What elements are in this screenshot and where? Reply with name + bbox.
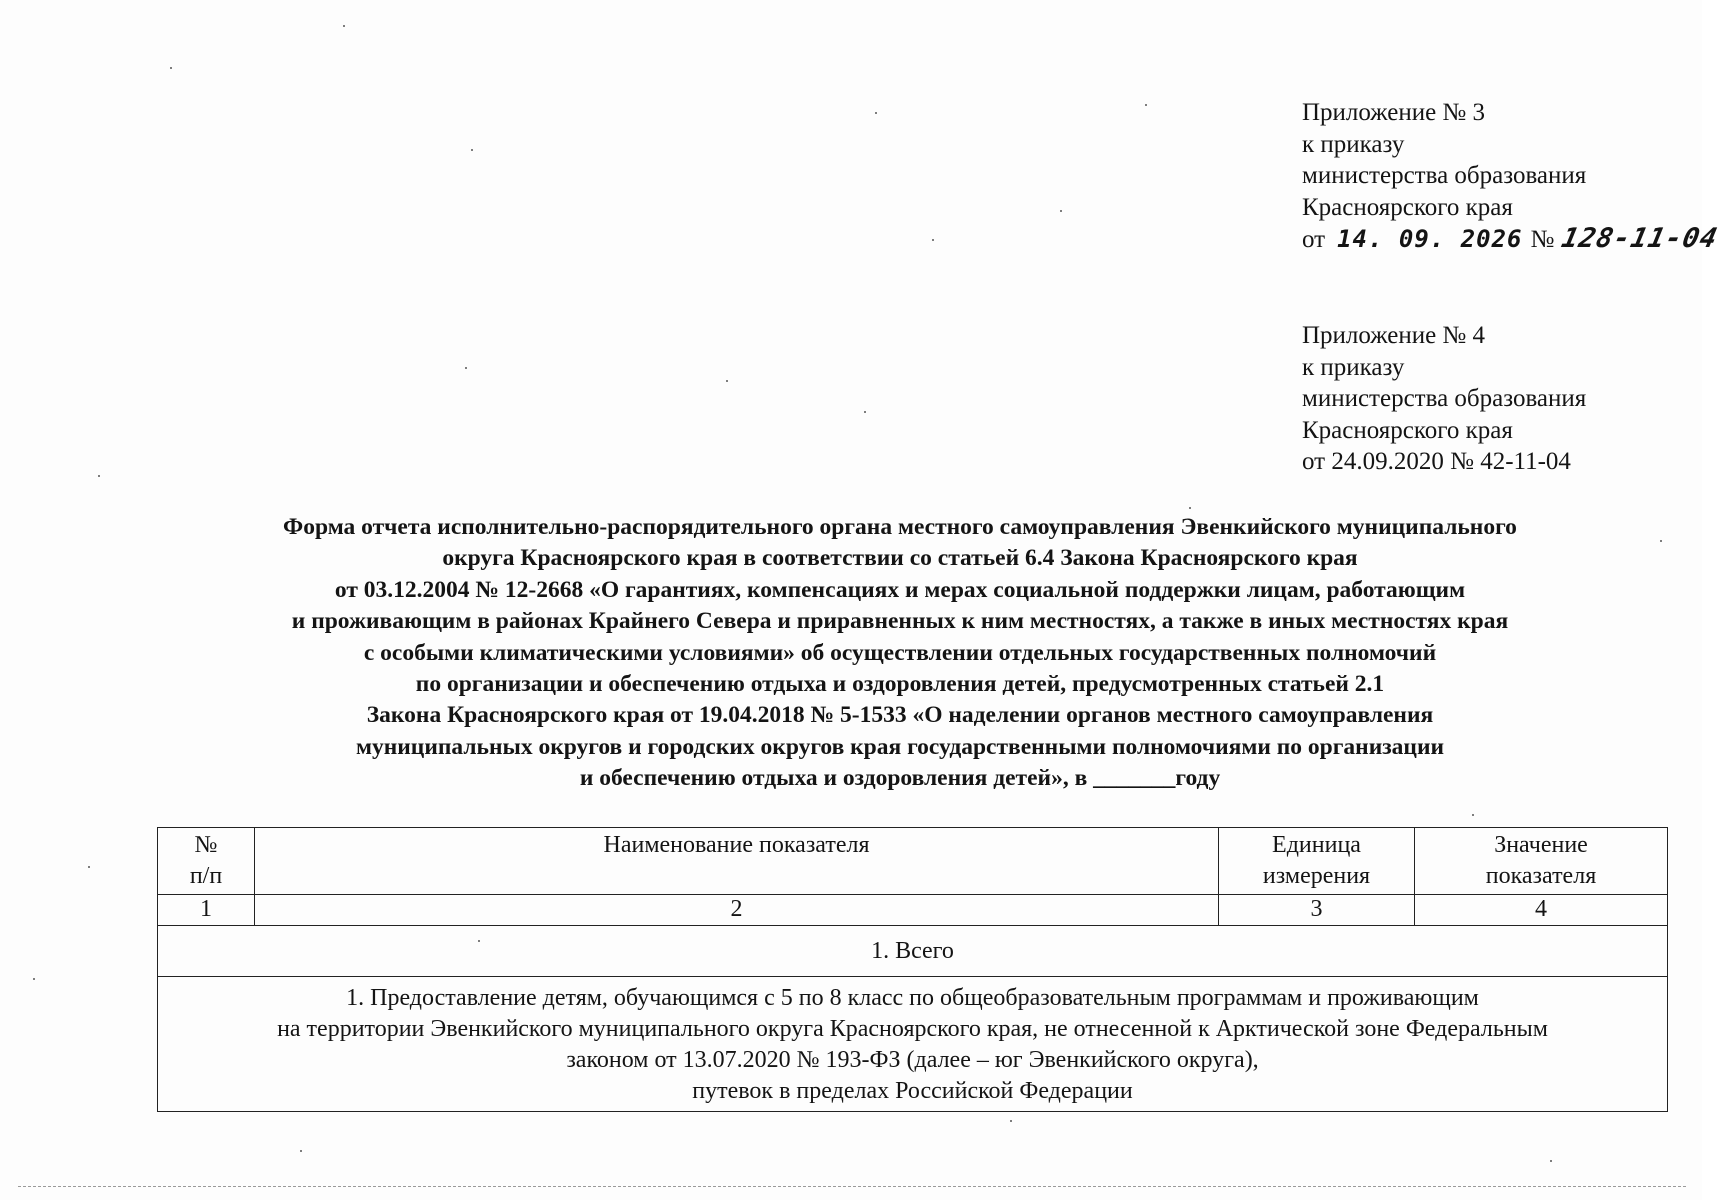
scan-speck: [726, 380, 728, 382]
scan-speck: [875, 112, 877, 114]
appendix-3-handwritten-date: 14. 09. 2026: [1337, 225, 1523, 253]
section-description-cell: [158, 977, 1668, 1112]
appendix-3-handwritten-number: 128-11-04: [1559, 223, 1721, 254]
header-cell-unit: [1219, 828, 1415, 895]
title-line-4: и проживающим в районах Крайнего Севера и приравненных к ним местностях, а также в иных местностях края: [291, 608, 1509, 635]
scan-speck: [88, 866, 90, 868]
scan-speck: [300, 1150, 302, 1152]
header-cell-number: [158, 828, 255, 895]
header-unit-line-2: измерения: [1262, 863, 1371, 889]
column-number-row: [158, 895, 1668, 926]
title-line-3: от 03.12.2004 № 12-2668 «О гарантиях, компенсациях и мерах социальной поддержки лицам, работающим: [334, 576, 1466, 603]
scan-speck: [170, 67, 172, 69]
description-line-4: путевок в пределах Российской Федерации: [692, 1078, 1133, 1104]
description-line-2: на территории Эвенкийского муниципального округа Красноярского края, не отнесенной к Арктической зоне Федеральным: [277, 1016, 1548, 1042]
appendix-3-header: [1302, 97, 1721, 256]
title-line-7: Закона Красноярского края от 19.04.2018 № 5-1533 «О наделении органов местного самоуправления: [366, 702, 1434, 729]
header-number-symbol: №: [194, 832, 218, 858]
header-value-line-2: показателя: [1485, 863, 1597, 889]
scan-speck: [1550, 1160, 1552, 1162]
title-line-2: округа Красноярского края в соответствии со статьей 6.4 Закона Красноярского края: [442, 545, 1358, 572]
title-line-8: муниципальных округов и городских округов края государственными полномочиями по организации: [355, 733, 1445, 760]
title-line-6: по организации и обеспечению отдыха и оздоровления детей, предусмотренных статьей 2.1: [415, 671, 1385, 698]
section-total-cell: 1. Всего: [158, 926, 1668, 977]
header-unit-line-1: Единица: [1272, 832, 1361, 858]
section-description-row: [158, 977, 1668, 1112]
appendix-4-region: Красноярского края: [1302, 416, 1513, 444]
scan-speck: [1145, 104, 1147, 106]
appendix-3-date-prefix: от: [1302, 226, 1326, 253]
header-value-line-1: Значение: [1494, 832, 1588, 858]
scan-speck: [1060, 210, 1062, 212]
appendix-4-ministry: министерства образования: [1302, 385, 1587, 412]
scan-speck: [471, 149, 473, 151]
scan-speck: [932, 239, 934, 241]
scan-speck: [98, 475, 100, 477]
description-line-3: законом от 13.07.2020 № 193-ФЗ (далее – юг Эвенкийского округа),: [566, 1047, 1259, 1073]
header-number-abbr: п/п: [189, 863, 223, 889]
appendix-4-header: [1302, 320, 1586, 478]
appendix-3-order-ref: к приказу: [1302, 130, 1405, 158]
scan-speck: [465, 367, 467, 369]
appendix-4-title: Приложение № 4: [1302, 322, 1486, 349]
header-indicator-name-label: Наименование показателя: [603, 832, 870, 858]
appendix-4-order-ref: к приказу: [1302, 353, 1405, 381]
page-bottom-divider: [18, 1186, 1686, 1187]
scan-speck: [478, 940, 480, 942]
section-total-row: [158, 926, 1668, 977]
appendix-3-region: Красноярского края: [1302, 193, 1513, 221]
appendix-3-date-line: [1302, 223, 1721, 256]
appendix-3-ministry: министерства образования: [1302, 162, 1587, 189]
scan-speck: [1189, 507, 1191, 509]
scan-speck: [343, 25, 345, 27]
scan-speck: [1660, 540, 1662, 542]
scan-speck: [864, 411, 866, 413]
column-number-cell: 2: [255, 895, 1219, 926]
header-cell-value: [1415, 828, 1668, 895]
report-table: [157, 827, 1668, 1112]
column-number-cell: 3: [1219, 895, 1415, 926]
scan-speck: [1472, 814, 1474, 816]
description-line-1: 1. Предоставление детям, обучающимся с 5 по 8 класс по общеобразовательным программам и проживающим: [346, 985, 1479, 1011]
scan-speck: [1010, 1120, 1012, 1122]
appendix-3-title: Приложение № 3: [1302, 99, 1486, 126]
appendix-3-number-prefix: №: [1530, 226, 1555, 253]
table-header-row: [158, 828, 1668, 895]
column-number-cell: 1: [158, 895, 255, 926]
title-line-1: Форма отчета исполнительно-распорядительного органа местного самоуправления Эвенкийского муниципального: [283, 514, 1517, 540]
report-form-title: [160, 512, 1640, 795]
header-cell-indicator-name: [255, 828, 1219, 895]
title-line-5: с особыми климатическими условиями» об осуществлении отдельных государственных полномочий: [363, 639, 1437, 666]
title-line-9: и обеспечению отдыха и оздоровления детей», в _______году: [579, 765, 1221, 792]
scan-speck: [33, 978, 35, 980]
appendix-4-date-number: от 24.09.2020 № 42-11-04: [1302, 448, 1571, 475]
column-number-cell: 4: [1415, 895, 1668, 926]
